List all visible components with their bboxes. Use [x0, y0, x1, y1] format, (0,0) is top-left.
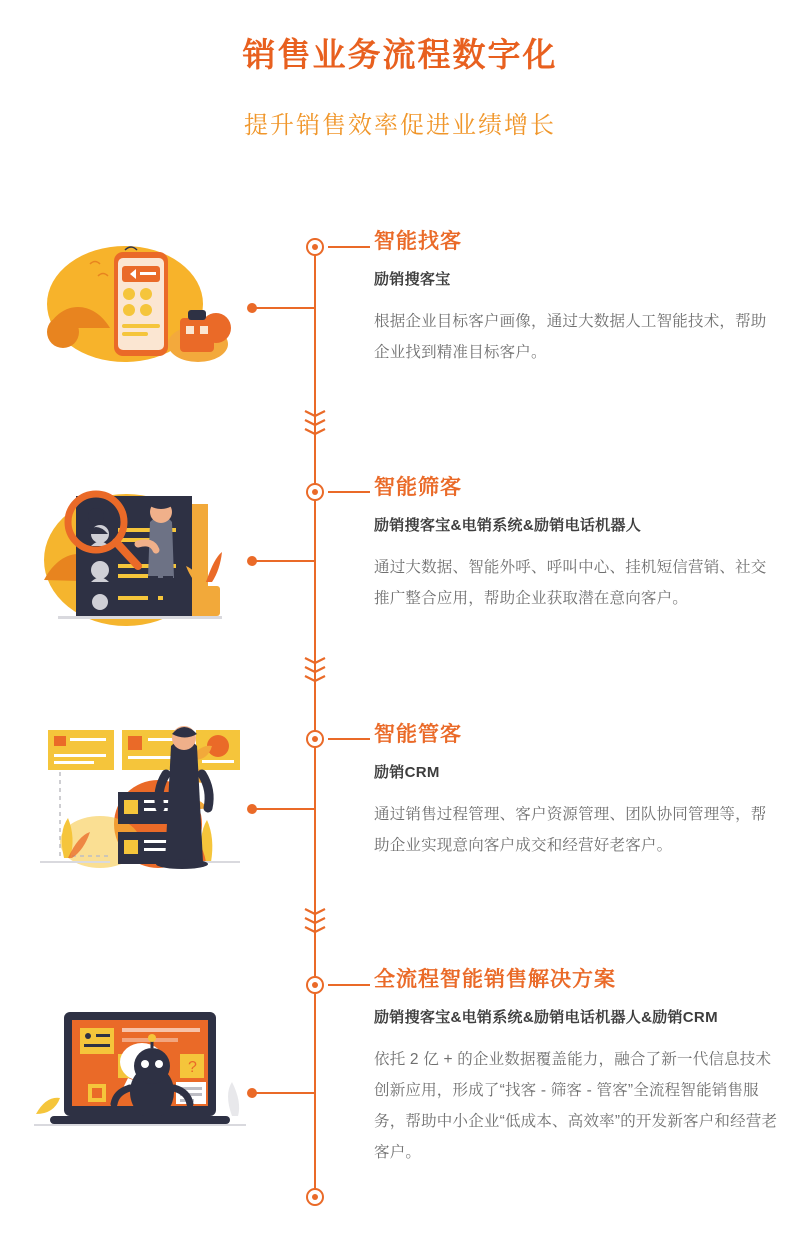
step-product-1: 励销搜客宝 [374, 271, 451, 288]
chevron-down-icon [302, 926, 328, 934]
step-title-3: 智能管客 [374, 723, 462, 746]
timeline-node-1 [306, 238, 324, 256]
chevron-separator-2 [302, 657, 328, 685]
svg-text:?: ? [188, 1059, 197, 1076]
chevron-down-icon [302, 666, 328, 674]
chevron-down-icon [302, 428, 328, 436]
chevron-separator-1 [302, 410, 328, 438]
chevron-down-icon [302, 419, 328, 427]
timeline-node-3 [306, 730, 324, 748]
step-title-2: 智能筛客 [374, 476, 462, 499]
laptop-robot-illustration [30, 1004, 250, 1144]
title-connector-3 [328, 738, 370, 740]
magnifier-profiles-illustration [30, 470, 250, 645]
step-product-2: 励销搜客宝&电销系统&励销电话机器人 [374, 517, 642, 534]
step-title-1: 智能找客 [374, 230, 462, 253]
chevron-down-icon [302, 410, 328, 418]
timeline-rail [314, 238, 316, 1196]
header [0, 0, 800, 140]
title-connector-1 [328, 246, 370, 248]
illustration-connector-1 [252, 307, 314, 309]
step-block-1 [374, 231, 778, 368]
chevron-down-icon [302, 657, 328, 665]
step-product-4: 励销搜客宝&电销系统&励销电话机器人&励销CRM [374, 1009, 718, 1026]
illustration-connector-4 [252, 1092, 314, 1094]
page-subtitle: 提升销售效率促进业绩增长 [244, 111, 556, 139]
phone-search-illustration [30, 232, 250, 372]
chevron-down-icon [302, 908, 328, 916]
step-desc-2: 通过大数据、智能外呼、呼叫中心、挂机短信营销、社交推广整合应用，帮助企业获取潜在意向客户。 [374, 559, 767, 607]
step-title-4: 全流程智能销售解决方案 [374, 968, 616, 991]
chevron-down-icon [302, 917, 328, 925]
title-connector-4 [328, 984, 370, 986]
page-title: 销售业务流程数字化 [242, 36, 558, 73]
step-block-4 [374, 969, 778, 1168]
step-desc-3: 通过销售过程管理、客户资源管理、团队协同管理等，帮助企业实现意向客户成交和经营好老客户。 [374, 806, 767, 854]
step-desc-1: 根据企业目标客户画像，通过大数据人工智能技术，帮助企业找到精准目标客户。 [374, 313, 767, 361]
step-block-2 [374, 477, 778, 614]
illustration-connector-3 [252, 808, 314, 810]
chevron-down-icon [302, 675, 328, 683]
step-block-3 [374, 724, 778, 861]
timeline-end-node [306, 1188, 324, 1206]
step-desc-4: 依托 2 亿 + 的企业数据覆盖能力，融合了新一代信息技术创新应用，形成了“找客 - 筛客 - 管客”全流程智能销售服务，帮助中小企业“低成本、高效率”的开发新客户和经营老客户。 [374, 1051, 778, 1161]
illustration-connector-2 [252, 560, 314, 562]
title-connector-2 [328, 491, 370, 493]
timeline-node-4 [306, 976, 324, 994]
chevron-separator-3 [302, 908, 328, 936]
step-product-3: 励销CRM [374, 764, 440, 781]
kanban-board-illustration [30, 712, 250, 884]
timeline-node-2 [306, 483, 324, 501]
